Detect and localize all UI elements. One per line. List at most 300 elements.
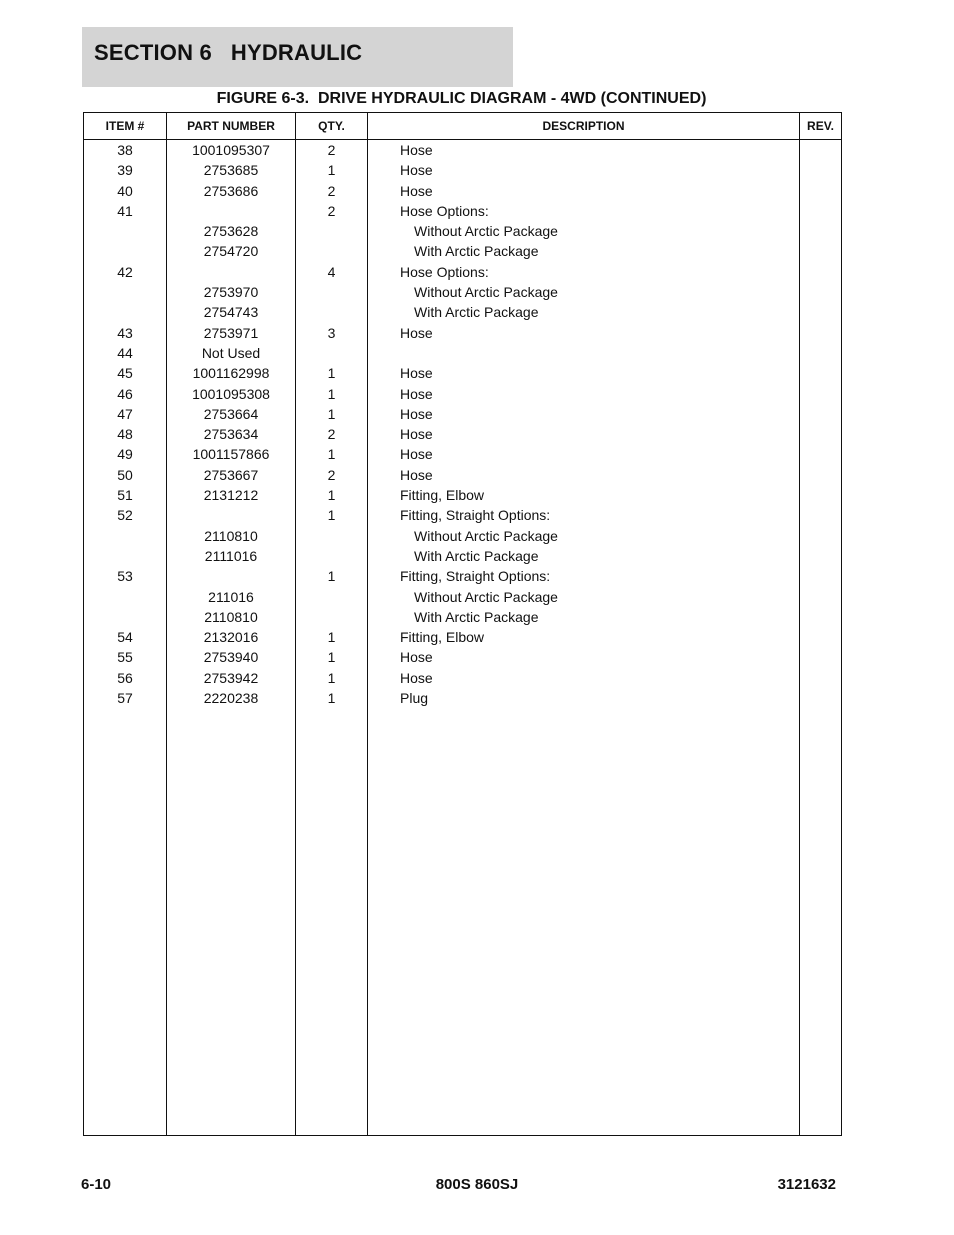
part-number-cell: 1001157866	[167, 444, 296, 464]
table-row	[84, 302, 842, 322]
part-number-cell: 2754720	[167, 241, 296, 261]
description-cell: Without Arctic Package	[368, 282, 800, 302]
table-row	[84, 201, 842, 221]
qty-cell	[296, 911, 368, 931]
rev-cell	[800, 282, 842, 302]
rev-cell	[800, 241, 842, 261]
document-number: 3121632	[777, 1176, 836, 1193]
part-number-cell	[167, 729, 296, 749]
page-number: 6-10	[81, 1176, 112, 1193]
rev-cell	[800, 932, 842, 952]
qty-cell	[296, 546, 368, 566]
table-row	[84, 181, 842, 201]
part-number-cell: 2111016	[167, 546, 296, 566]
part-number-cell: 2753970	[167, 282, 296, 302]
item-cell	[84, 830, 167, 850]
rev-cell	[800, 830, 842, 850]
item-cell: 50	[84, 465, 167, 485]
description-cell: Without Arctic Package	[368, 221, 800, 241]
table-row	[84, 587, 842, 607]
rev-cell	[800, 1114, 842, 1135]
part-number-cell	[167, 830, 296, 850]
header-item: ITEM #	[84, 113, 167, 140]
item-cell: 42	[84, 262, 167, 282]
qty-cell: 3	[296, 323, 368, 343]
rev-cell	[800, 302, 842, 322]
item-cell: 46	[84, 384, 167, 404]
item-cell	[84, 911, 167, 931]
description-cell	[368, 911, 800, 931]
table-row	[84, 627, 842, 647]
table-row	[84, 485, 842, 505]
part-number-cell	[167, 932, 296, 952]
rev-cell	[800, 708, 842, 728]
table-row-empty	[84, 769, 842, 789]
description-cell: With Arctic Package	[368, 607, 800, 627]
table-row	[84, 647, 842, 667]
part-number-cell	[167, 505, 296, 525]
qty-cell	[296, 221, 368, 241]
rev-cell	[800, 160, 842, 180]
part-number-cell	[167, 1074, 296, 1094]
part-number-cell	[167, 972, 296, 992]
table-row	[84, 282, 842, 302]
part-number-cell	[167, 810, 296, 830]
rev-cell	[800, 465, 842, 485]
description-cell: Hose Options:	[368, 262, 800, 282]
qty-cell	[296, 1053, 368, 1073]
table-row	[84, 444, 842, 464]
part-number-cell	[167, 1114, 296, 1135]
description-cell: Hose	[368, 444, 800, 464]
part-number-cell: 2753685	[167, 160, 296, 180]
table-row-empty	[84, 891, 842, 911]
part-number-cell: 1001095307	[167, 140, 296, 161]
rev-cell	[800, 221, 842, 241]
qty-cell	[296, 526, 368, 546]
rev-cell	[800, 546, 842, 566]
description-cell	[368, 830, 800, 850]
model-number: 800S 860SJ	[435, 1176, 519, 1193]
item-cell	[84, 526, 167, 546]
rev-cell	[800, 810, 842, 830]
description-cell: Hose	[368, 181, 800, 201]
rev-cell	[800, 627, 842, 647]
table-row-empty	[84, 952, 842, 972]
table-row-empty	[84, 1013, 842, 1033]
qty-cell: 1	[296, 160, 368, 180]
table-row-empty	[84, 932, 842, 952]
description-cell	[368, 972, 800, 992]
item-cell	[84, 932, 167, 952]
qty-cell	[296, 241, 368, 261]
table-row	[84, 688, 842, 708]
description-cell: Hose	[368, 384, 800, 404]
item-cell: 54	[84, 627, 167, 647]
table-row-empty	[84, 850, 842, 870]
part-number-cell: 2753942	[167, 668, 296, 688]
item-cell	[84, 302, 167, 322]
qty-cell	[296, 1094, 368, 1114]
part-number-cell	[167, 891, 296, 911]
part-number-cell: 2753628	[167, 221, 296, 241]
description-cell	[368, 769, 800, 789]
qty-cell	[296, 1013, 368, 1033]
description-cell: Fitting, Elbow	[368, 627, 800, 647]
qty-cell	[296, 1074, 368, 1094]
parts-table-body	[84, 140, 842, 1136]
rev-cell	[800, 1013, 842, 1033]
table-row-empty	[84, 749, 842, 769]
item-cell	[84, 282, 167, 302]
item-cell	[84, 546, 167, 566]
description-cell: Hose	[368, 668, 800, 688]
rev-cell	[800, 1033, 842, 1053]
description-cell: With Arctic Package	[368, 302, 800, 322]
rev-cell	[800, 1094, 842, 1114]
table-row	[84, 384, 842, 404]
description-cell	[368, 1033, 800, 1053]
rev-cell	[800, 647, 842, 667]
item-cell	[84, 992, 167, 1012]
table-row	[84, 363, 842, 383]
description-cell	[368, 952, 800, 972]
item-cell: 40	[84, 181, 167, 201]
item-cell: 53	[84, 566, 167, 586]
rev-cell	[800, 1053, 842, 1073]
item-cell	[84, 972, 167, 992]
qty-cell: 1	[296, 505, 368, 525]
table-row-empty	[84, 830, 842, 850]
description-cell	[368, 343, 800, 363]
qty-cell: 1	[296, 444, 368, 464]
part-number-cell	[167, 769, 296, 789]
description-cell: Hose	[368, 160, 800, 180]
table-header-row	[84, 113, 842, 140]
description-cell	[368, 850, 800, 870]
part-number-cell: 2754743	[167, 302, 296, 322]
part-number-cell: 211016	[167, 587, 296, 607]
table-row	[84, 546, 842, 566]
item-cell	[84, 810, 167, 830]
rev-cell	[800, 992, 842, 1012]
rev-cell	[800, 485, 842, 505]
description-cell: Hose	[368, 647, 800, 667]
rev-cell	[800, 871, 842, 891]
rev-cell	[800, 769, 842, 789]
part-number-cell	[167, 1094, 296, 1114]
table-row-empty	[84, 810, 842, 830]
qty-cell: 1	[296, 647, 368, 667]
rev-cell	[800, 587, 842, 607]
part-number-cell	[167, 1013, 296, 1033]
table-row-empty	[84, 1094, 842, 1114]
part-number-cell	[167, 790, 296, 810]
part-number-cell: 2131212	[167, 485, 296, 505]
rev-cell	[800, 262, 842, 282]
rev-cell	[800, 952, 842, 972]
description-cell: Hose	[368, 465, 800, 485]
rev-cell	[800, 424, 842, 444]
item-cell: 51	[84, 485, 167, 505]
table-row-empty	[84, 1074, 842, 1094]
table-row-empty	[84, 911, 842, 931]
item-cell: 38	[84, 140, 167, 161]
part-number-cell	[167, 708, 296, 728]
table-row	[84, 607, 842, 627]
item-cell	[84, 790, 167, 810]
qty-cell	[296, 749, 368, 769]
rev-cell	[800, 363, 842, 383]
qty-cell: 2	[296, 201, 368, 221]
description-cell: Fitting, Straight Options:	[368, 505, 800, 525]
item-cell	[84, 952, 167, 972]
item-cell: 48	[84, 424, 167, 444]
qty-cell	[296, 932, 368, 952]
part-number-cell	[167, 749, 296, 769]
header-qty: QTY.	[296, 113, 368, 140]
item-cell	[84, 729, 167, 749]
table-row-empty	[84, 790, 842, 810]
table-row	[84, 566, 842, 586]
table-row	[84, 668, 842, 688]
rev-cell	[800, 729, 842, 749]
part-number-cell: 1001095308	[167, 384, 296, 404]
description-cell: Hose	[368, 424, 800, 444]
description-cell: Without Arctic Package	[368, 587, 800, 607]
part-number-cell	[167, 1053, 296, 1073]
description-cell: With Arctic Package	[368, 546, 800, 566]
table-row	[84, 424, 842, 444]
part-number-cell	[167, 566, 296, 586]
part-number-cell	[167, 201, 296, 221]
item-cell	[84, 871, 167, 891]
qty-cell	[296, 343, 368, 363]
item-cell	[84, 850, 167, 870]
qty-cell	[296, 607, 368, 627]
rev-cell	[800, 181, 842, 201]
item-cell	[84, 1074, 167, 1094]
qty-cell: 1	[296, 566, 368, 586]
rev-cell	[800, 526, 842, 546]
table-row-empty	[84, 1053, 842, 1073]
qty-cell	[296, 1114, 368, 1135]
qty-cell: 1	[296, 485, 368, 505]
item-cell: 44	[84, 343, 167, 363]
rev-cell	[800, 790, 842, 810]
rev-cell	[800, 668, 842, 688]
qty-cell	[296, 830, 368, 850]
part-number-cell	[167, 262, 296, 282]
qty-cell	[296, 1033, 368, 1053]
description-cell: Fitting, Elbow	[368, 485, 800, 505]
part-number-cell: 2753667	[167, 465, 296, 485]
qty-cell	[296, 769, 368, 789]
rev-cell	[800, 505, 842, 525]
rev-cell	[800, 323, 842, 343]
description-cell: With Arctic Package	[368, 241, 800, 261]
qty-cell	[296, 708, 368, 728]
item-cell: 57	[84, 688, 167, 708]
qty-cell: 1	[296, 404, 368, 424]
description-cell	[368, 891, 800, 911]
item-cell: 41	[84, 201, 167, 221]
parts-table	[83, 112, 842, 1136]
rev-cell	[800, 343, 842, 363]
item-cell: 52	[84, 505, 167, 525]
item-cell	[84, 241, 167, 261]
qty-cell: 4	[296, 262, 368, 282]
qty-cell: 1	[296, 668, 368, 688]
item-cell	[84, 1094, 167, 1114]
part-number-cell: 2753686	[167, 181, 296, 201]
description-cell: Hose	[368, 363, 800, 383]
part-number-cell: 2753634	[167, 424, 296, 444]
rev-cell	[800, 140, 842, 161]
qty-cell	[296, 790, 368, 810]
description-cell	[368, 1013, 800, 1033]
item-cell	[84, 749, 167, 769]
qty-cell: 1	[296, 627, 368, 647]
qty-cell	[296, 587, 368, 607]
table-row-empty	[84, 729, 842, 749]
item-cell: 49	[84, 444, 167, 464]
description-cell	[368, 1094, 800, 1114]
description-cell: Hose	[368, 323, 800, 343]
qty-cell	[296, 891, 368, 911]
part-number-cell	[167, 911, 296, 931]
qty-cell	[296, 952, 368, 972]
part-number-cell	[167, 992, 296, 1012]
description-cell	[368, 932, 800, 952]
qty-cell: 1	[296, 363, 368, 383]
item-cell	[84, 1033, 167, 1053]
table-row	[84, 140, 842, 161]
qty-cell	[296, 282, 368, 302]
part-number-cell: 1001162998	[167, 363, 296, 383]
table-row	[84, 160, 842, 180]
part-number-cell	[167, 1033, 296, 1053]
section-title: SECTION 6 HYDRAULIC	[94, 40, 363, 65]
qty-cell	[296, 729, 368, 749]
description-cell	[368, 790, 800, 810]
description-cell	[368, 1114, 800, 1135]
table-row-empty	[84, 1114, 842, 1135]
item-cell	[84, 587, 167, 607]
qty-cell	[296, 972, 368, 992]
table-row-empty	[84, 708, 842, 728]
description-cell	[368, 749, 800, 769]
table-row-empty	[84, 871, 842, 891]
table-row	[84, 221, 842, 241]
rev-cell	[800, 911, 842, 931]
rev-cell	[800, 566, 842, 586]
qty-cell: 2	[296, 465, 368, 485]
item-cell	[84, 769, 167, 789]
qty-cell	[296, 810, 368, 830]
description-cell: Hose	[368, 404, 800, 424]
qty-cell: 2	[296, 140, 368, 161]
description-cell: Without Arctic Package	[368, 526, 800, 546]
qty-cell: 2	[296, 181, 368, 201]
table-row	[84, 404, 842, 424]
rev-cell	[800, 444, 842, 464]
part-number-cell: 2110810	[167, 526, 296, 546]
description-cell	[368, 810, 800, 830]
qty-cell	[296, 992, 368, 1012]
rev-cell	[800, 201, 842, 221]
rev-cell	[800, 404, 842, 424]
table-row-empty	[84, 992, 842, 1012]
description-cell	[368, 729, 800, 749]
item-cell: 39	[84, 160, 167, 180]
part-number-cell	[167, 850, 296, 870]
table-row	[84, 241, 842, 261]
rev-cell	[800, 688, 842, 708]
part-number-cell: 2753971	[167, 323, 296, 343]
rev-cell	[800, 850, 842, 870]
table-row	[84, 343, 842, 363]
part-number-cell: 2220238	[167, 688, 296, 708]
qty-cell: 1	[296, 384, 368, 404]
item-cell	[84, 1053, 167, 1073]
table-row-empty	[84, 972, 842, 992]
item-cell: 47	[84, 404, 167, 424]
part-number-cell	[167, 952, 296, 972]
header-description: DESCRIPTION	[368, 113, 800, 140]
part-number-cell: Not Used	[167, 343, 296, 363]
item-cell	[84, 708, 167, 728]
qty-cell	[296, 850, 368, 870]
table-row	[84, 465, 842, 485]
rev-cell	[800, 972, 842, 992]
description-cell	[368, 1053, 800, 1073]
part-number-cell: 2753664	[167, 404, 296, 424]
item-cell	[84, 607, 167, 627]
part-number-cell: 2753940	[167, 647, 296, 667]
header-part-number: PART NUMBER	[167, 113, 296, 140]
rev-cell	[800, 749, 842, 769]
item-cell: 55	[84, 647, 167, 667]
table-row	[84, 262, 842, 282]
item-cell	[84, 221, 167, 241]
table-row	[84, 323, 842, 343]
item-cell	[84, 1114, 167, 1135]
item-cell: 43	[84, 323, 167, 343]
description-cell: Fitting, Straight Options:	[368, 566, 800, 586]
description-cell	[368, 871, 800, 891]
part-number-cell: 2110810	[167, 607, 296, 627]
qty-cell	[296, 302, 368, 322]
rev-cell	[800, 1074, 842, 1094]
part-number-cell: 2132016	[167, 627, 296, 647]
description-cell	[368, 1074, 800, 1094]
description-cell	[368, 708, 800, 728]
table-row	[84, 505, 842, 525]
table-row	[84, 526, 842, 546]
rev-cell	[800, 607, 842, 627]
description-cell: Hose Options:	[368, 201, 800, 221]
item-cell	[84, 1013, 167, 1033]
rev-cell	[800, 891, 842, 911]
description-cell: Plug	[368, 688, 800, 708]
header-rev: REV.	[800, 113, 842, 140]
part-number-cell	[167, 871, 296, 891]
table-row-empty	[84, 1033, 842, 1053]
item-cell: 45	[84, 363, 167, 383]
item-cell	[84, 891, 167, 911]
item-cell: 56	[84, 668, 167, 688]
